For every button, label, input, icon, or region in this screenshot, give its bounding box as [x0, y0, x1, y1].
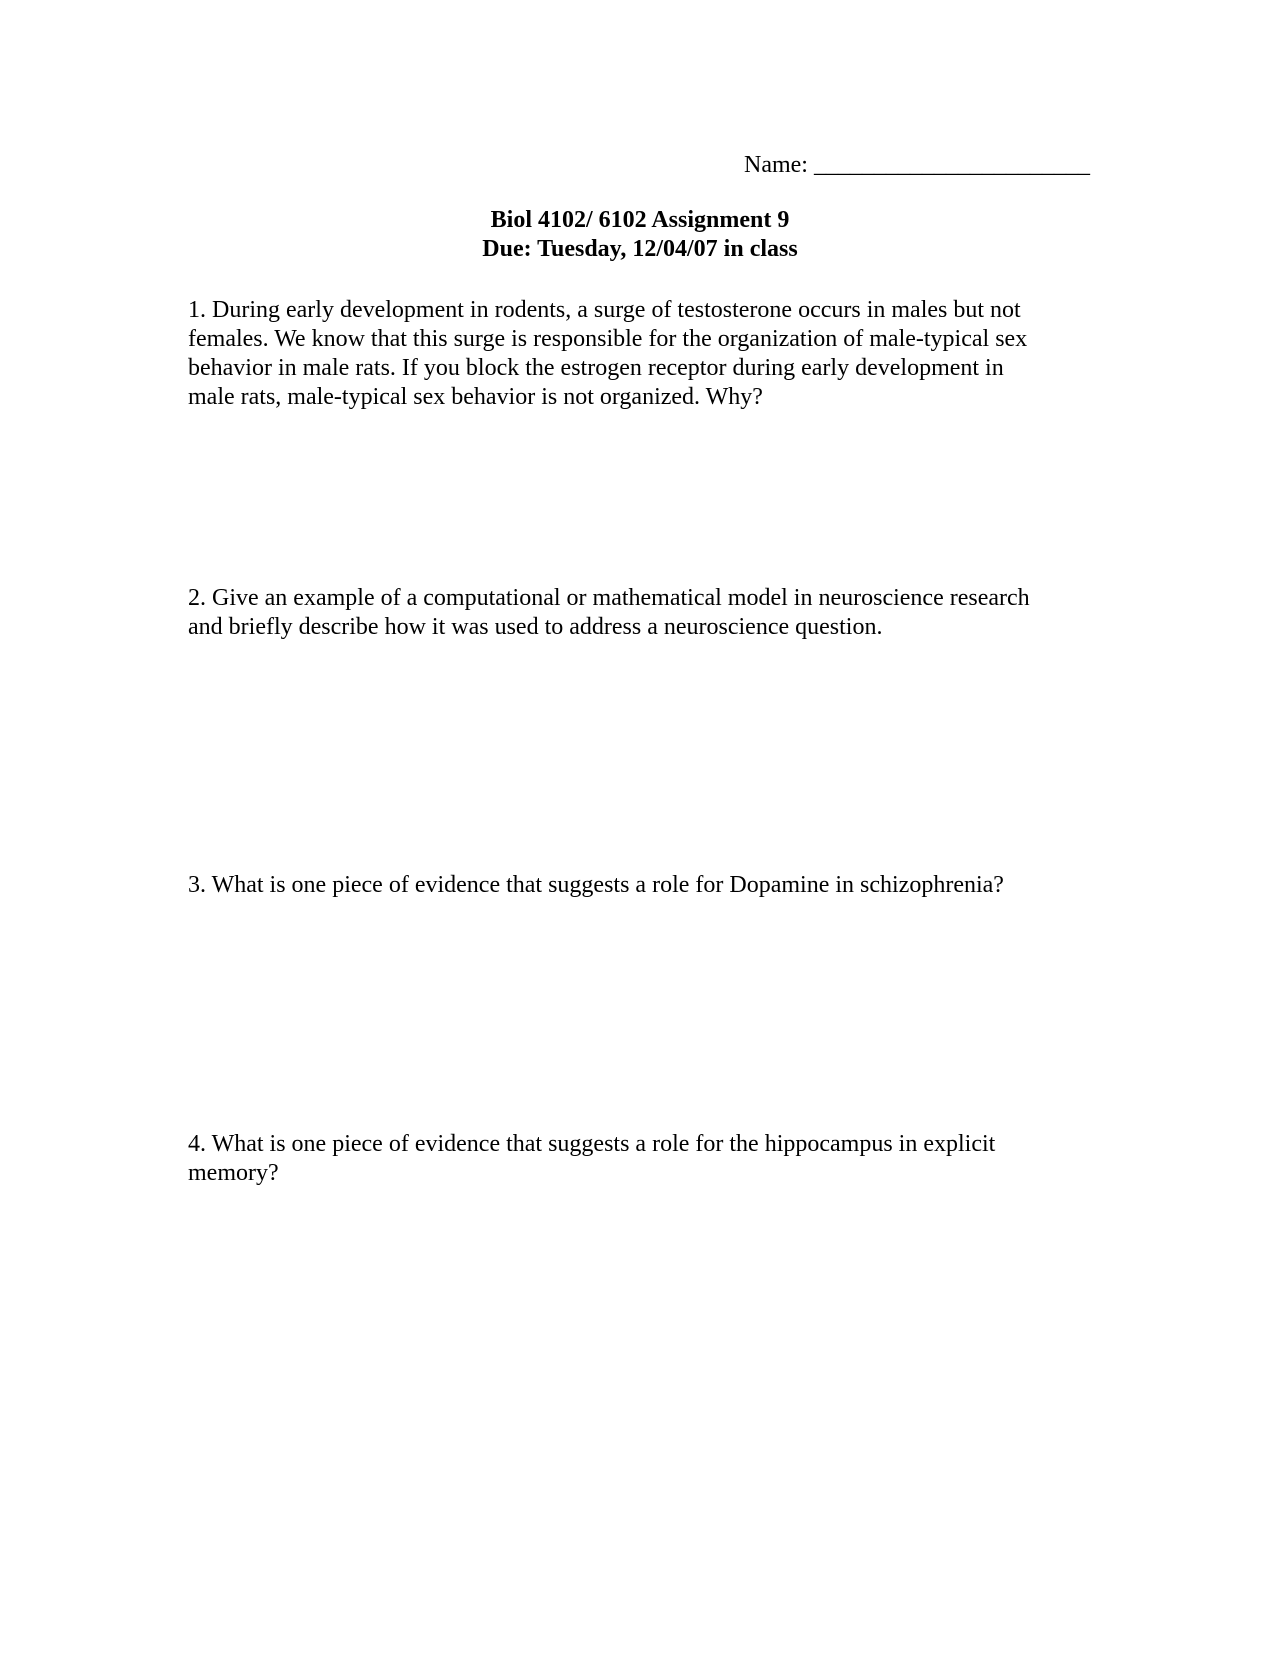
assignment-title [0, 206, 1280, 264]
question-2: 2. Give an example of a computational or mathematical model in neuroscience research and briefly describe how it was used to address a neuroscience question. [188, 585, 1030, 640]
question-4: 4. What is one piece of evidence that suggests a role for the hippocampus in explicit memory? [188, 1131, 996, 1186]
name-field: Name: _______________________ [744, 152, 1090, 178]
title-course: Biol 4102/ 6102 Assignment 9 [490, 207, 790, 233]
title-due-date: Due: Tuesday, 12/04/07 in class [482, 236, 798, 262]
question-3: 3. What is one piece of evidence that suggests a role for Dopamine in schizophrenia? [188, 872, 1004, 898]
question-1: 1. During early development in rodents, a surge of testosterone occurs in males but not females. We know that this surge is responsible for the organization of male-typical sex behavior in male rats. If you block the estrogen receptor during early development in male rats, male-typical sex behavior is not organized. Why? [188, 297, 1028, 410]
